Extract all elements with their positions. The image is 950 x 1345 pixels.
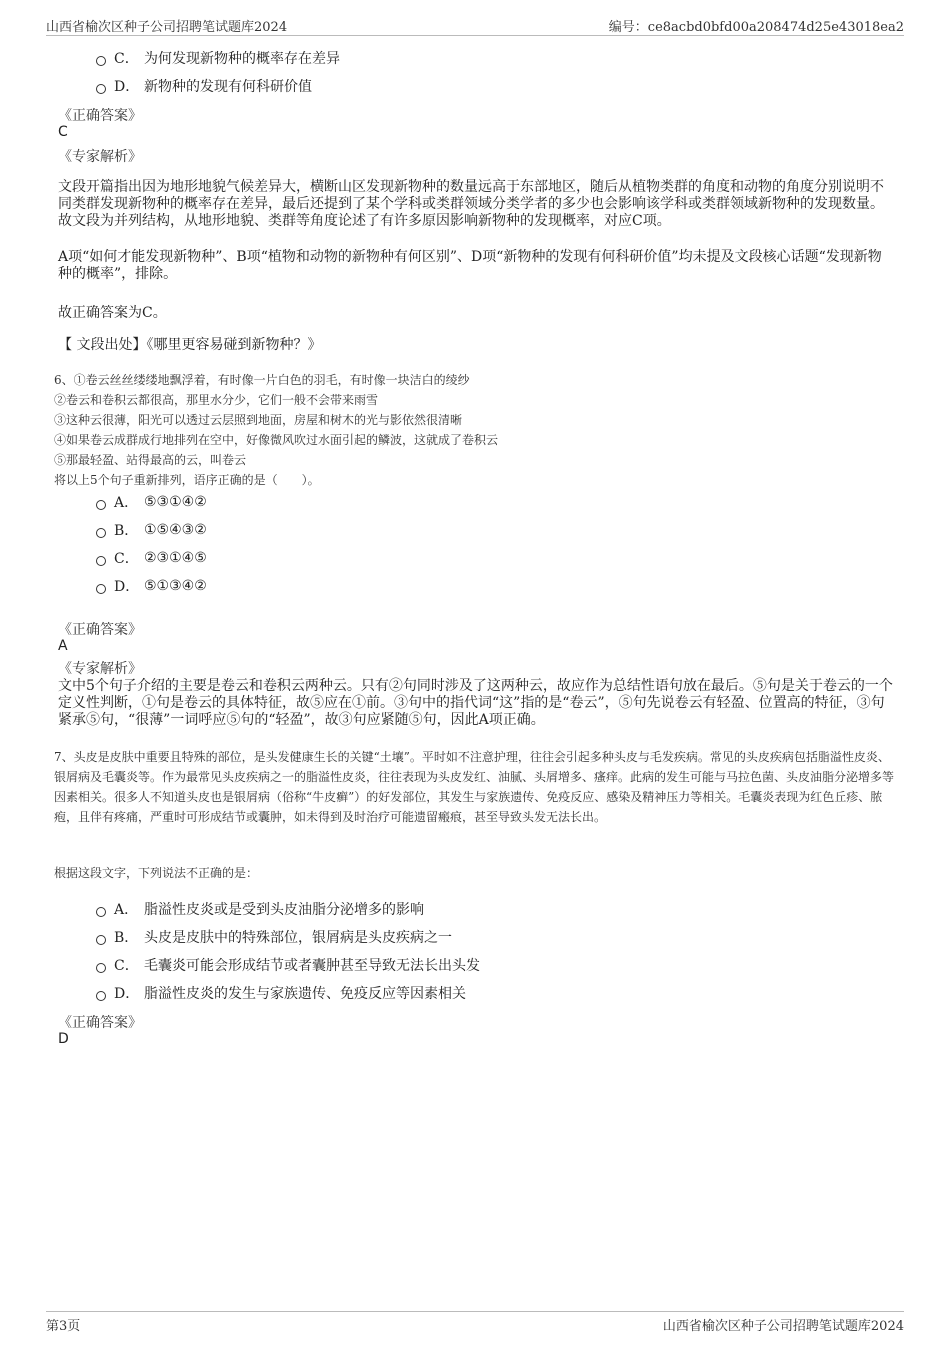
q7-stem: 7、头皮是皮肤中重要且特殊的部位，是头发健康生长的关键“土壤”。平时如不注意护理，往往会引起多种头皮与毛发疾病。常见的头皮疾病包括脂溢性皮炎、银屑病及毛囊炎等。作为最常见头皮疾病之一的脂溢性皮炎，往往表现为头皮发红、油腻、头屑增多、瘙痒。此病的发生可能与马拉色菌、头皮油脂分泌增多等因素相关。很多人不知道头皮也是银屑病（俗称“牛皮癣”）的好发部位，其发生与家族遗传、免疫反应、感染及精神压力等相关。毛囊炎表现为红色丘疹、脓疱，且伴有疼痛，严重时可形成结节或囊肿，如未得到及时治疗可能遗留瘢痕，甚至导致头发无法长出。 (54, 750, 895, 824)
document-id: 编号：ce8acbd0bfd00a208474d25e43018ea2 (608, 20, 904, 35)
q6-analysis: 文中5个句子介绍的主要是卷云和卷积云两种云。只有②句同时涉及了这两种云，故应作为总结性语句放在最后。⑤句是关于卷云的一个定义性判断，①句是卷云的具体特征，故⑤应在①前。③句中的指代词“这”指的是“卷云”，⑤句先说卷云有轻盈、位置高的特征，③句紧承⑤句，“很薄”一词呼应⑤句的“轻盈”，故③句应紧随⑤句，因此A项正确。 (58, 678, 893, 728)
radio-icon (96, 907, 106, 917)
q6-line-1: 6、①卷云丝丝缕缕地飘浮着，有时像一片白色的羽毛，有时像一块洁白的绫纱 (54, 373, 470, 387)
q5-answer-label: 《正确答案》 (58, 108, 142, 124)
q7-answer: D (58, 1031, 69, 1047)
q6-answer-label: 《正确答案》 (58, 622, 142, 638)
radio-icon (96, 56, 106, 66)
q6-option-a[interactable]: A． ⑤③①④② (96, 492, 207, 512)
q6-answer: A (58, 638, 68, 654)
radio-icon (96, 963, 106, 973)
page-number: 第3页 (46, 1319, 81, 1334)
q6-option-d[interactable]: D． ⑤①③④② (96, 576, 207, 596)
radio-icon (96, 991, 106, 1001)
q5-analysis-label: 《专家解析》 (58, 149, 142, 165)
q7-option-a[interactable]: A． 脂溢性皮炎或是受到头皮油脂分泌增多的影响 (96, 899, 424, 919)
q5-analysis-paragraph-2: A项“如何才能发现新物种”、B项“植物和动物的新物种有何区别”、D项“新物种的发现有何科研价值”均未提及文段核心话题“发现新物种的概率”，排除。 (58, 249, 882, 282)
q7-option-c[interactable]: C． 毛囊炎可能会形成结节或者囊肿甚至导致无法长出头发 (96, 955, 480, 975)
q6-line-3: ③这种云很薄，阳光可以透过云层照到地面，房屋和树木的光与影依然很清晰 (54, 413, 463, 427)
radio-icon (96, 935, 106, 945)
q5-source: 【 文段出处】《哪里更容易碰到新物种？》 (58, 337, 322, 353)
q7-option-b[interactable]: B． 头皮是皮肤中的特殊部位，银屑病是头皮疾病之一 (96, 927, 452, 947)
radio-icon (96, 556, 106, 566)
footer-divider (46, 1311, 904, 1312)
footer-title: 山西省榆次区种子公司招聘笔试题库2024 (662, 1319, 904, 1334)
q7-question: 根据这段文字，下列说法不正确的是： (54, 866, 259, 880)
q6-option-b[interactable]: B． ①⑤④③② (96, 520, 207, 540)
q6-option-c[interactable]: C． ②③①④⑤ (96, 548, 207, 568)
q5-answer: C (58, 124, 68, 140)
radio-icon (96, 528, 106, 538)
q6-line-5: ⑤那最轻盈、站得最高的云，叫卷云 (54, 453, 247, 467)
q7-answer-label: 《正确答案》 (58, 1015, 142, 1031)
header-divider (46, 35, 904, 36)
radio-icon (96, 584, 106, 594)
q5-analysis-conclusion: 故正确答案为C。 (58, 305, 167, 321)
q6-line-4: ④如果卷云成群成行地排列在空中，好像微风吹过水面引起的鳞波，这就成了卷积云 (54, 433, 499, 447)
radio-icon (96, 500, 106, 510)
header-title: 山西省榆次区种子公司招聘笔试题库2024 (46, 20, 288, 35)
q6-question: 将以上5个句子重新排列，语序正确的是（ ）。 (54, 473, 320, 487)
q5-option-d[interactable]: D． 新物种的发现有何科研价值 (96, 76, 312, 96)
q6-line-2: ②卷云和卷积云都很高，那里水分少，它们一般不会带来雨雪 (54, 393, 379, 407)
q5-option-c[interactable]: C． 为何发现新物种的概率存在差异 (96, 48, 340, 68)
q6-analysis-label: 《专家解析》 (58, 661, 142, 677)
radio-icon (96, 84, 106, 94)
q7-option-d[interactable]: D． 脂溢性皮炎的发生与家族遗传、免疫反应等因素相关 (96, 983, 466, 1003)
q5-analysis-paragraph-1: 文段开篇指出因为地形地貌气候差异大，横断山区发现新物种的数量远高于东部地区，随后从植物类群的角度和动物的角度分别说明不同类群发现新物种的概率存在差异，最后还提到了某个学科或类群领域分类学者的多少也会影响该学科或类群领域新物种的发现数量。故文段为并列结构，从地形地貌、类群等角度论述了有许多原因影响新物种的发现概率，对应C项。 (58, 179, 884, 229)
